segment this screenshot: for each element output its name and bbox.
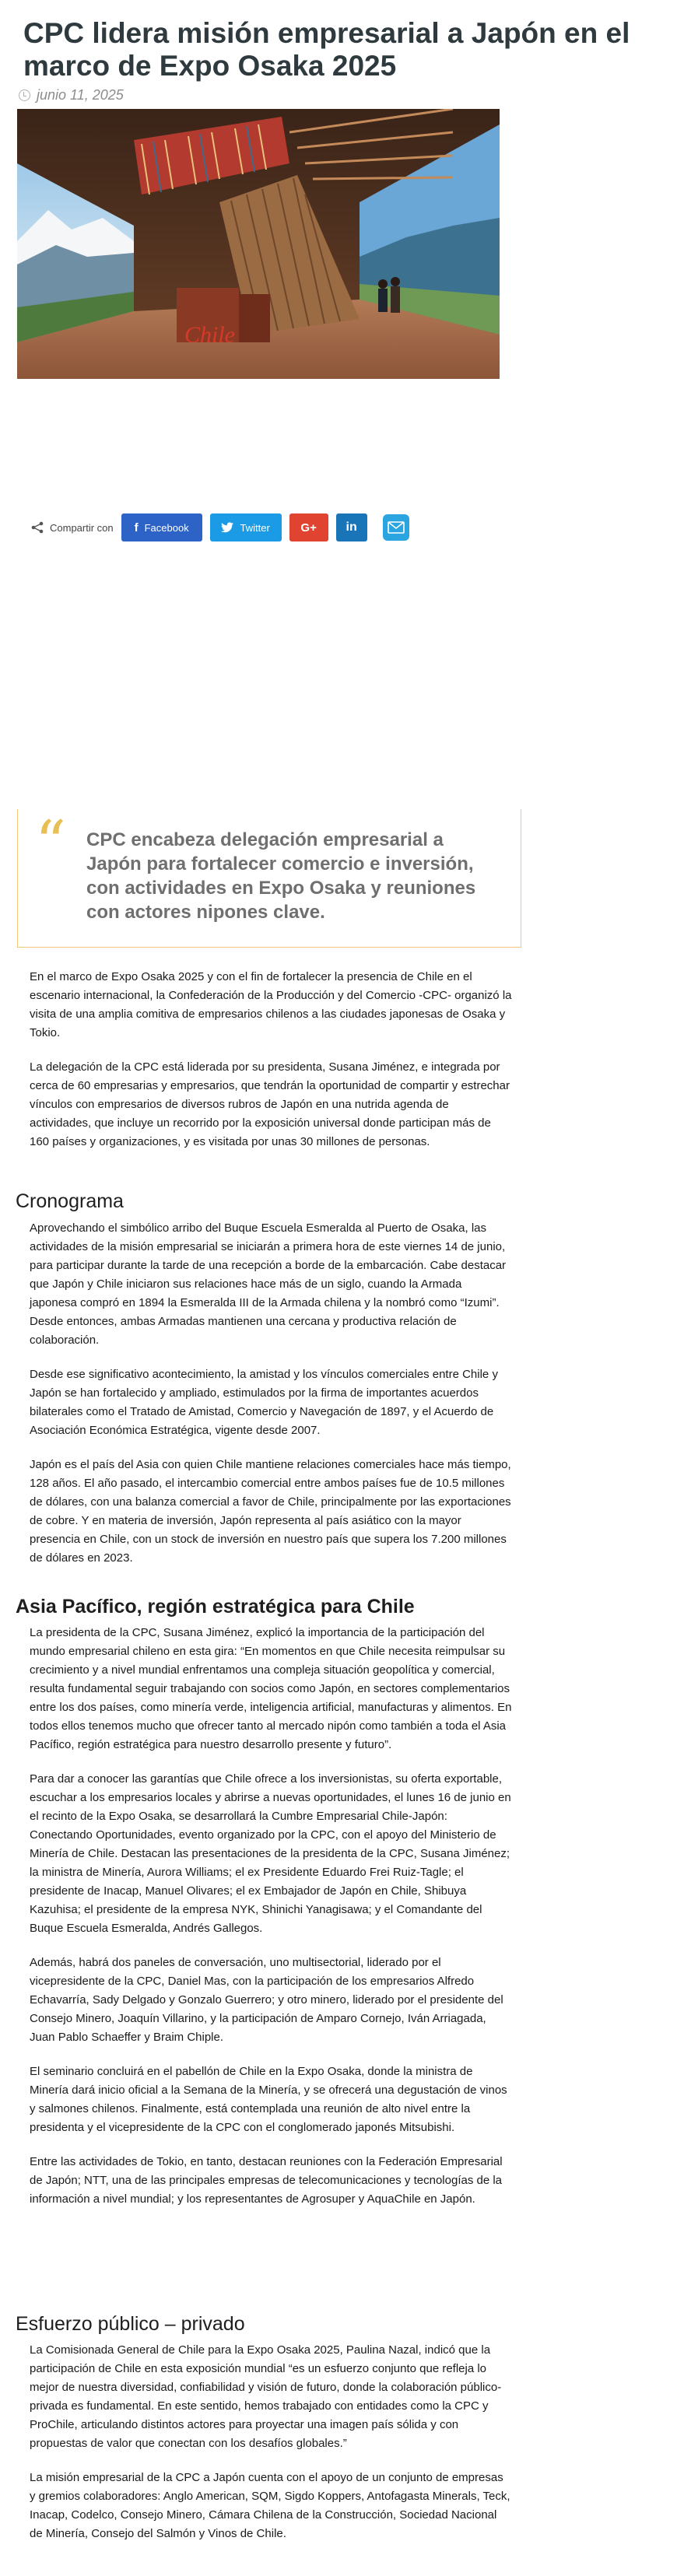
date-text: junio 11, 2025 bbox=[37, 87, 124, 103]
section-esfuerzo bbox=[30, 2341, 512, 2559]
paragraph: La presidenta de la CPC, Susana Jiménez, explicó la importancia de la participación del mundo empresarial chileno en esta gira: “En momentos en que Chile necesita reimpulsar su crecimiento y a nivel mundial enfrentamos una compleja situación geopolítica y comercial, resulta fundamental seguir trabajando con socios como Japón, en sectores complementarios entre los dos países, como minería verde, inteligencia artificial, manufacturas y alimentos. En todos ellos tenemos mucho que ofrecer tanto al mercado nipón como también a toda el Asia Pacífico, región estratégica para nuestro desarrollo presente y futuro”. bbox=[30, 1626, 512, 1751]
section-heading-esfuerzo: Esfuerzo público – privado bbox=[16, 2313, 245, 2335]
pull-quote-text: CPC encabeza delegación empresarial a Japón para fortalecer comercio e inversión, con actividades en Expo Osaka y reuniones con actores nipones clave. bbox=[86, 829, 476, 923]
twitter-icon bbox=[221, 522, 233, 533]
paragraph: Además, habrá dos paneles de conversación, uno multisectorial, liderado por el vicepresidente de la CPC, Daniel Mas, con la participación de los empresarios Alfredo Echavarría, Sady Delgado y Gonzalo Guerrero; y otro minero, liderado por el presidente del Consejo Minero, Joaquín Villarino, y la participación de Amparo Cornejo, Iván Arriagada, Juan Pablo Schaeffer y Braim Chiple. bbox=[30, 1956, 503, 2044]
pavilion-illustration bbox=[17, 109, 500, 379]
intro-section bbox=[30, 968, 512, 1167]
hero-image bbox=[17, 109, 500, 379]
page-title: CPC lidera misión empresarial a Japón en el marco de Expo Osaka 2025 bbox=[23, 17, 630, 82]
share-bar bbox=[31, 513, 417, 541]
email-icon bbox=[388, 521, 405, 534]
paragraph: El seminario concluirá en el pabellón de Chile en la Expo Osaka, donde la ministra de Minería dará inicio oficial a la Semana de la Minería, y se ofrecerá una degustación de vinos y salmones chilenos. Finalmente, está contemplada una reunión de alto nivel entre la presidenta y el vicepresidente de la CPC con el conglomerado japonés Mitsubishi. bbox=[30, 2065, 507, 2134]
hero-sign-text: Chile bbox=[184, 322, 235, 348]
paragraph: La delegación de la CPC está liderada por su presidenta, Susana Jiménez, e integrada por cerca de 60 empresarias y empresarios, que tendrán la oportunidad de compartir y estrechar vínculos con empresarios de diversos rubros de Japón en una nutrida agenda de actividades, que incluye un recorrido por la exposición universal donde participan más de 160 países y organizaciones, y es visitada por unas 30 millones de personas. bbox=[30, 1060, 510, 1148]
section-heading-cronograma: Cronograma bbox=[16, 1190, 124, 1212]
share-facebook-button[interactable] bbox=[121, 513, 202, 541]
share-label-text: Compartir con bbox=[50, 521, 114, 534]
share-label bbox=[31, 521, 114, 534]
paragraph: Japón es el país del Asia con quien Chile mantiene relaciones comerciales hace más tiempo, 128 años. El año pasado, el intercambio comercial entre ambos países fue de 10.5 millones de dólares, con una balanza comercial a favor de Chile, principalmente por las exportaciones de cobre. Y en materia de inversión, Japón representa al país asiático con la mayor presencia en Chile, con un stock de inversión en nuestro país que supera los 7.200 millones de dólares en 2023. bbox=[30, 1458, 511, 1565]
section-heading-asia-pacifico: Asia Pacífico, región estratégica para Chile bbox=[16, 1596, 415, 1617]
share-email-button[interactable] bbox=[383, 514, 409, 541]
linkedin-icon: in bbox=[346, 520, 357, 534]
paragraph: En el marco de Expo Osaka 2025 y con el fin de fortalecer la presencia de Chile en el escenario internacional, la Confederación de la Producción y del Comercio -CPC- organizó la visita de una amplia comitiva de empresarios chilenos a las ciudades japonesas de Osaka y Tokio. bbox=[30, 970, 512, 1039]
quote-mark-icon: “ bbox=[35, 808, 66, 878]
section-asia-pacifico bbox=[30, 1624, 512, 2224]
google-plus-icon: G+ bbox=[300, 520, 317, 534]
pull-quote bbox=[17, 809, 521, 948]
paragraph: La Comisionada General de Chile para la Expo Osaka 2025, Paulina Nazal, indicó que la participación de Chile en esta exposición mundial “es un esfuerzo conjunto que refleja lo mejor de nuestra diversidad, confiabilidad y visión de futuro, donde la colaboración público-privada es fundamental. En este sentido, hemos trabajado con entidades como la CPC y ProChile, articulando distintos actores para proyectar una imagen país sólida y con propuestas de valor que conectan con los desafíos globales.” bbox=[30, 2343, 502, 2450]
section-cronograma bbox=[30, 1219, 512, 1583]
share-facebook-label: Facebook bbox=[144, 521, 189, 534]
clock-icon bbox=[19, 89, 30, 101]
publish-date bbox=[19, 87, 124, 103]
paragraph: Aprovechando el simbólico arribo del Buque Escuela Esmeralda al Puerto de Osaka, las actividades de la misión empresarial se iniciarán a primera hora de este viernes 14 de junio, para participar durante la tarde de una recepción a borde de la embarcación. Cabe destacar que Japón y Chile iniciaron sus relaciones hace más de un siglo, cuando la Armada japonesa compró en 1894 la Esmeralda III de la Armada chilena y la nombró como “Izumi”. Desde entonces, ambas Armadas mantienen una cercana y productiva relación de colaboración. bbox=[30, 1221, 507, 1347]
share-google-button[interactable] bbox=[289, 513, 328, 541]
paragraph: Entre las actividades de Tokio, en tanto, destacan reuniones con la Federación Empresarial de Japón; NTT, una de las principales empresas de telecomunicaciones y tecnologías de la información a nivel mundial; y los representantes de Agrosuper y AquaChile en Japón. bbox=[30, 2155, 503, 2206]
share-twitter-button[interactable] bbox=[210, 513, 282, 541]
share-twitter-label: Twitter bbox=[240, 521, 270, 534]
paragraph: Para dar a conocer las garantías que Chile ofrece a los inversionistas, su oferta exportable, escuchar a los empresarios locales y abrirse a nuevas oportunidades, el lunes 16 de junio en el recinto de la Expo Osaka, se desarrollará la Cumbre Empresarial Chile-Japón: Conectando Oportunidades, evento organizado por la CPC, con el apoyo del Ministerio de Minería de Chile. Destacan las presentaciones de la presidenta de la CPC, Susana Jiménez; la ministra de Minería, Aurora Williams; el ex Presidente Eduardo Frei Ruiz-Tagle; el presidente de Inacap, Manuel Olivares; el ex Embajador de Japón en Chile, Shibuya Kazuhisa; el presidente de la empresa NYK, Shinichi Yanagisawa; y el Comandante del Buque Escuela Esmeralda, Andrés Gallegos. bbox=[30, 1772, 511, 1935]
facebook-icon: f bbox=[134, 520, 139, 534]
share-linkedin-button[interactable] bbox=[336, 513, 367, 541]
share-icon bbox=[31, 521, 44, 534]
paragraph: La misión empresarial de la CPC a Japón cuenta con el apoyo de un conjunto de empresas y gremios colaboradores: Anglo American, SQM, Sigdo Koppers, Antofagasta Minerals, Teck, Inacap, Codelco, Consejo Minero, Cámara Chilena de la Construcción, Sociedad Nacional de Minería, Consejo del Salmón y Vinos de Chile. bbox=[30, 2471, 510, 2540]
paragraph: Desde ese significativo acontecimiento, la amistad y los vínculos comerciales entre Chile y Japón se han fortalecido y ampliado, estimulados por la firma de importantes acuerdos bilaterales como el Tratado de Amistad, Comercio y Navegación de 1897, y el Acuerdo de Asociación Económica Estratégica, vigente desde 2007. bbox=[30, 1368, 498, 1437]
